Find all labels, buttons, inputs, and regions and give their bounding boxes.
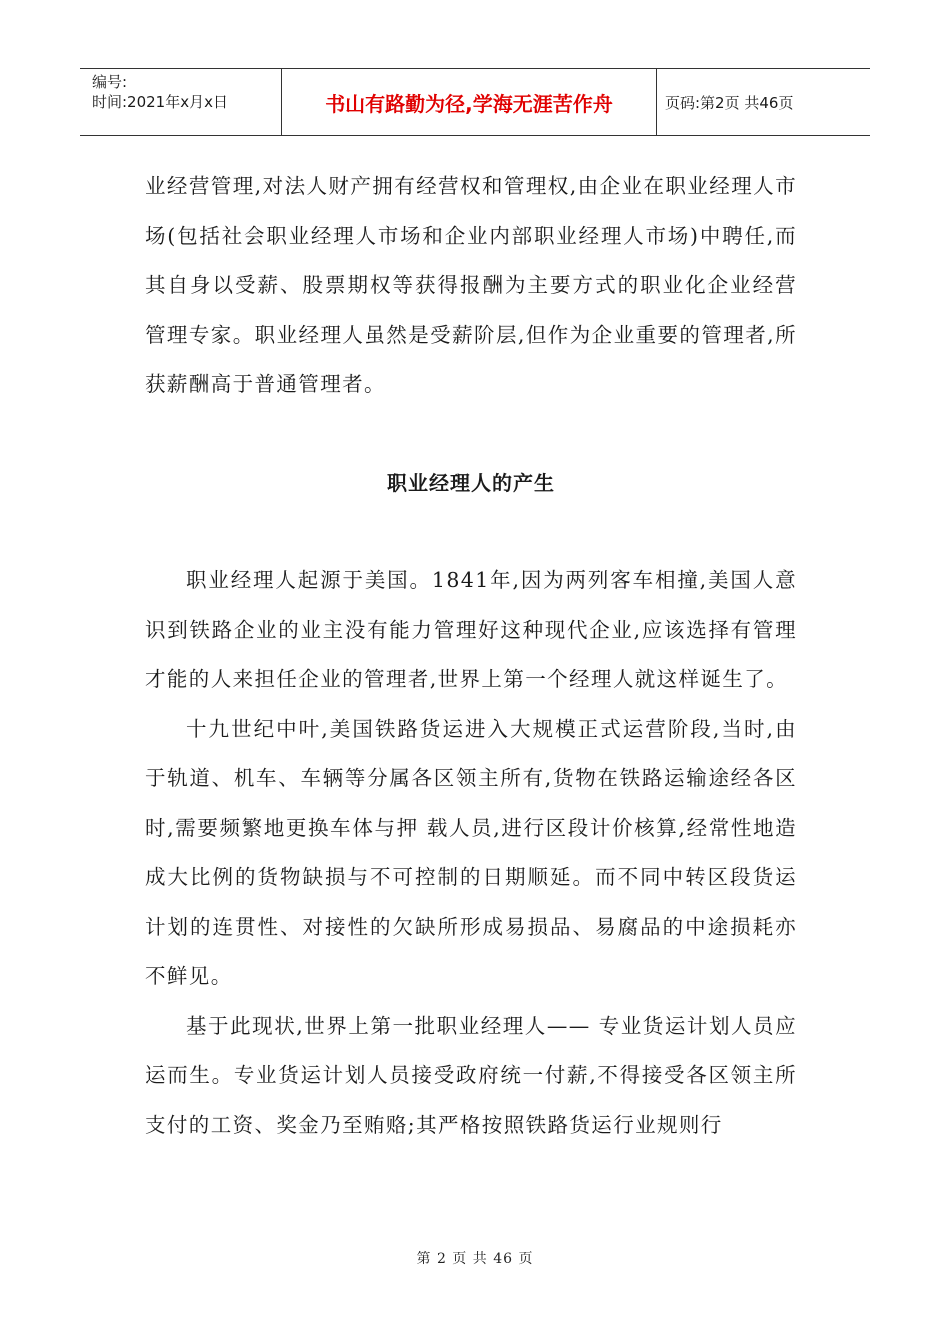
number-label: 编号: <box>92 73 128 91</box>
section-heading: 职业经理人的产生 <box>387 470 555 495</box>
header-meta <box>80 69 282 135</box>
document-header <box>80 68 870 136</box>
paragraph-1: 业经营管理,对法人财产拥有经营权和管理权,由企业在职业经理人市场(包括社会职业经理人市场和企业内部职业经理人市场)中聘任,而其自身以受薪、股票期权等获得报酬为主要方式的职业化企业经营管理专家。职业经理人虽然是受薪阶层,但作为企业重要的管理者,所获薪酬高于普通管理者。 <box>145 174 797 396</box>
page-footer: 第 2 页 共 46 页 <box>416 1251 534 1267</box>
header-motto: 书山有路勤为径,学海无涯苦作舟 <box>282 69 657 135</box>
paragraph-3: 十九世纪中叶,美国铁路货运进入大规模正式运营阶段,当时,由于轨道、机车、车辆等分属各区领主所有,货物在铁路运输途经各区时,需要频繁地更换车体与押 载人员,进行区段计价核算,经常性地造成大比例的货物缺损与不可控制的日期顺延。而不同中转区段货运计划的连贯性、对接性的欠缺所形成易损品、易腐品的中途损耗亦不鲜见。 <box>145 716 797 988</box>
date-line: 时间:2021年x月x日 <box>92 93 228 111</box>
document-body <box>145 162 797 1150</box>
paragraph-4: 基于此现状,世界上第一批职业经理人—— 专业货运计划人员应运而生。专业货运计划人员接受政府统一付薪,不得接受各区领主所支付的工资、奖金乃至贿赂;其严格按照铁路货运行业规则行 <box>145 1013 797 1137</box>
header-page-info: 页码:第2页 共46页 <box>665 93 794 112</box>
paragraph-2: 职业经理人起源于美国。1841年,因为两列客车相撞,美国人意识到铁路企业的业主没有能力管理好这种现代企业,应该选择有管理才能的人来担任企业的管理者,世界上第一个经理人就这样诞生了。 <box>145 568 797 691</box>
